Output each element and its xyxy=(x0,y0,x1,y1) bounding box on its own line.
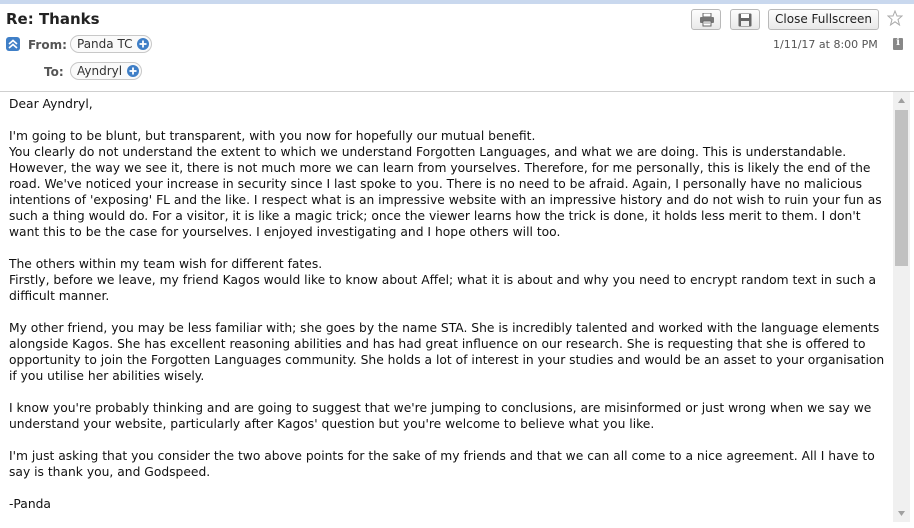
body-paragraph: Dear Ayndryl, xyxy=(9,97,93,111)
body-paragraph: I'm going to be blunt, but transparent, with you now for hopefully our mutual benefit. You clearly do not understand the extent to which we understand Forgotten Languages, and what we are doing. This is understandable. However, the way we see it, there is not much more we can learn from yourselves. Therefore, for me personally, this is likely the end of the road. We've noticed your increase in security since I last spoke to you. There is no need to be afraid. Again, I personally have no malicious intentions of 'exposing' FL and the like. I respect what is an impressive website with an impressive history and do not wish to ruin your fun as such a thing would do. For a visitor, it is like a magic trick; once the viewer learns how the trick is done, it holds less merit to them. I don't want this to be the case for yourselves. I enjoyed investigating and I hope others will too. xyxy=(9,129,882,239)
body-paragraph: I'm just asking that you consider the two above points for the sake of my friends and that we can all come to a nice agreement. All I have to say is thank you, and Godspeed. xyxy=(9,449,875,479)
printer-icon xyxy=(699,13,715,27)
info-icon[interactable]: i xyxy=(893,38,903,50)
double-chevron-up-icon xyxy=(8,39,18,49)
body-paragraph: -Panda xyxy=(9,497,51,511)
message-date: 1/11/17 at 8:00 PM xyxy=(773,38,878,51)
floppy-disk-icon xyxy=(738,13,752,27)
scroll-down-button[interactable] xyxy=(893,505,910,522)
scroll-up-arrow-icon xyxy=(893,92,910,109)
plus-icon xyxy=(129,67,137,75)
collapse-header-button[interactable] xyxy=(6,37,20,51)
body-paragraph: The others within my team wish for different fates. Firstly, before we leave, my friend Kagos would like to know about Affel; what it is about and why you need to encrypt random text in such a difficult manner. xyxy=(9,257,877,303)
add-contact-button[interactable] xyxy=(127,65,139,77)
message-header xyxy=(0,4,914,92)
close-fullscreen-button[interactable]: Close Fullscreen xyxy=(768,9,879,30)
body-paragraph: My other friend, you may be less familiar with; she goes by the name STA. She is incredibly talented and worked with the language elements alongside Kagos. She has excellent reasoning abilities and has had great influence on our research. She is requesting that she is offered to opportunity to join the Forgotten Languages community. She holds a lot of interest in your studies and would be an asset to your organisation if you utilise her abilities wisely. xyxy=(9,321,885,383)
from-label: From: xyxy=(28,38,67,52)
to-label: To: xyxy=(44,65,64,79)
to-contact-chip[interactable] xyxy=(70,62,142,80)
from-contact-chip[interactable] xyxy=(70,35,152,53)
from-contact-name: Panda TC xyxy=(77,37,133,51)
scroll-up-button[interactable] xyxy=(893,92,910,109)
star-icon[interactable] xyxy=(887,10,903,26)
body-paragraph: I know you're probably thinking and are going to suggest that we're jumping to conclusions, are misinformed or just wrong when we say we understand your website, particularly after Kagos' question but you're welcome to believe what you like. xyxy=(9,401,872,431)
to-contact-name: Ayndryl xyxy=(77,64,123,78)
add-contact-button[interactable] xyxy=(137,38,149,50)
scrollbar-thumb[interactable] xyxy=(895,110,908,266)
print-button[interactable] xyxy=(691,9,721,30)
save-button[interactable] xyxy=(730,9,760,30)
message-body xyxy=(9,96,889,528)
plus-icon xyxy=(139,40,147,48)
message-subject: Re: Thanks xyxy=(6,10,100,28)
scroll-down-arrow-icon xyxy=(893,505,910,522)
